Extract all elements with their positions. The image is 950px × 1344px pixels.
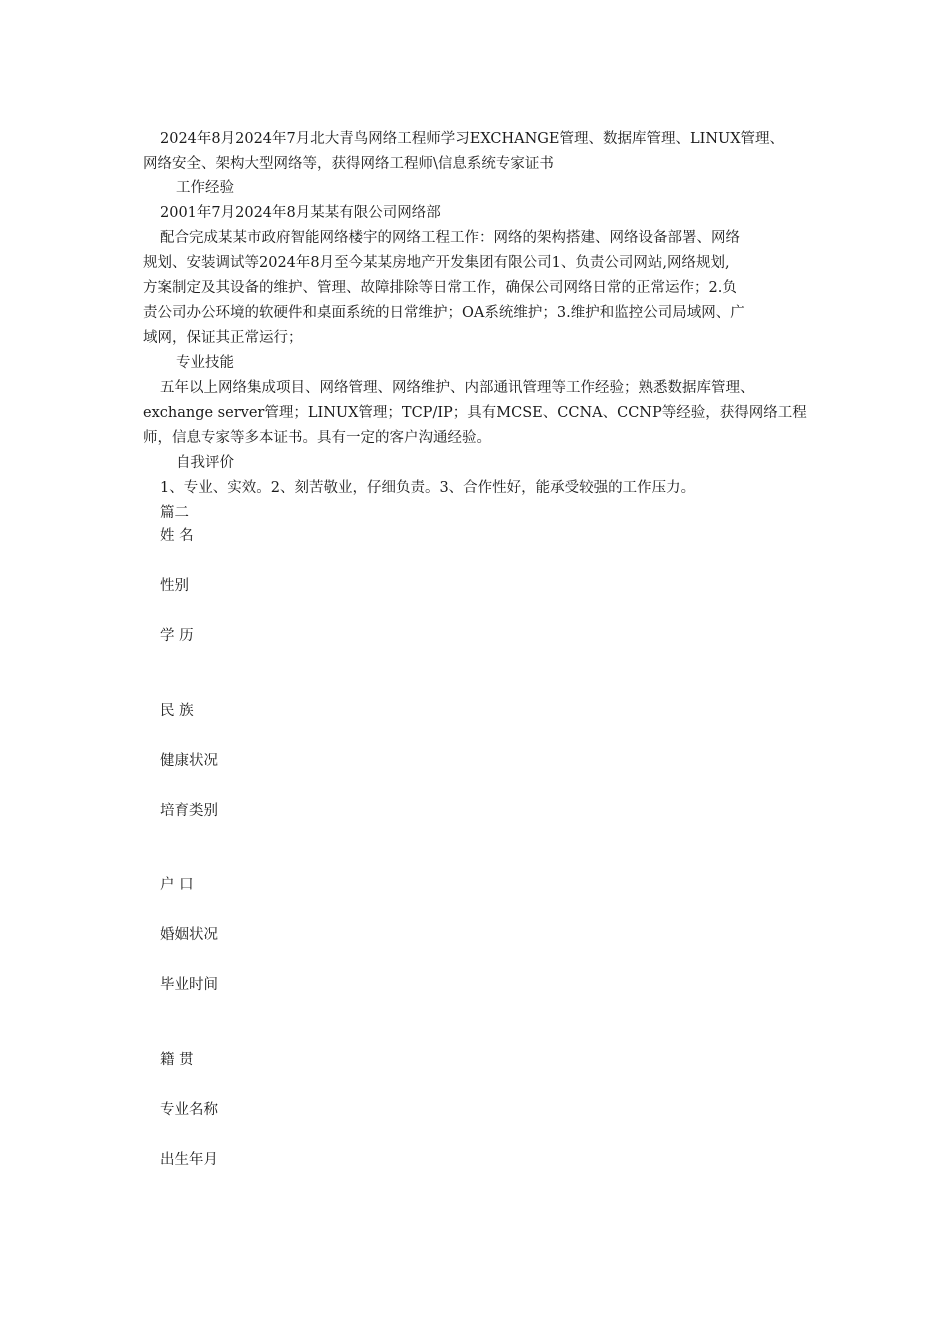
self-eval-heading: 自我评价 (176, 455, 234, 471)
field-health-label: 健康状况 (160, 753, 218, 769)
work-line-4: 责公司办公环境的软硬件和桌面系统的日常维护；OA系统维护；3.维护和监控公司局域网、广 (143, 305, 745, 321)
work-period: 2001年7月2024年8月某某有限公司网络部 (160, 205, 441, 221)
skills-line-1: 五年以上网络集成项目、网络管理、网络维护、内部通讯管理等工作经验；熟悉数据库管理、 (160, 380, 755, 396)
work-line-3: 方案制定及其设备的维护、管理、故障排除等日常工作，确保公司网络日常的正常运作；2.负 (143, 280, 737, 296)
field-native-place-label: 籍 贯 (160, 1052, 194, 1068)
part2-heading: 篇二 (160, 505, 189, 521)
work-line-5: 域网，保证其正常运行； (143, 330, 303, 346)
field-name-label: 姓 名 (160, 528, 194, 544)
field-gender-label: 性别 (160, 578, 189, 594)
work-heading: 工作经验 (176, 180, 234, 196)
field-marital-label: 婚姻状况 (160, 927, 218, 943)
field-hukou-label: 户 口 (160, 877, 194, 893)
work-line-2: 规划、安装调试等2024年8月至今某某房地产开发集团有限公司1、负责公司网站,网络规划, (143, 255, 730, 271)
work-line-1: 配合完成某某市政府智能网络楼宇的网络工程工作：网络的架构搭建、网络设备部署、网络 (160, 230, 740, 246)
field-education-label: 学 历 (160, 628, 194, 644)
skills-heading: 专业技能 (176, 355, 234, 371)
self-eval-text: 1、专业、实效。2、刻苦敬业，仔细负责。3、合作性好，能承受较强的工作压力。 (160, 480, 696, 496)
education-line-2: 网络安全、架构大型网络等，获得网络工程师\信息系统专家证书 (143, 156, 554, 172)
field-ethnicity-label: 民 族 (160, 703, 194, 719)
skills-line-2: exchange server管理；LINUX管理；TCP/IP；具有MCSE、CCNA、CCNP等经验，获得网络工程 (143, 405, 807, 421)
field-training-type-label: 培育类别 (160, 803, 218, 819)
education-line-1: 2024年8月2024年7月北大青鸟网络工程师学习EXCHANGE管理、数据库管理、LINUX管理、 (160, 131, 785, 147)
field-major-label: 专业名称 (160, 1102, 218, 1118)
skills-line-3: 师，信息专家等多本证书。具有一定的客户沟通经验。 (143, 430, 491, 446)
field-birth-date-label: 出生年月 (160, 1152, 218, 1168)
field-graduation-label: 毕业时间 (160, 977, 218, 993)
